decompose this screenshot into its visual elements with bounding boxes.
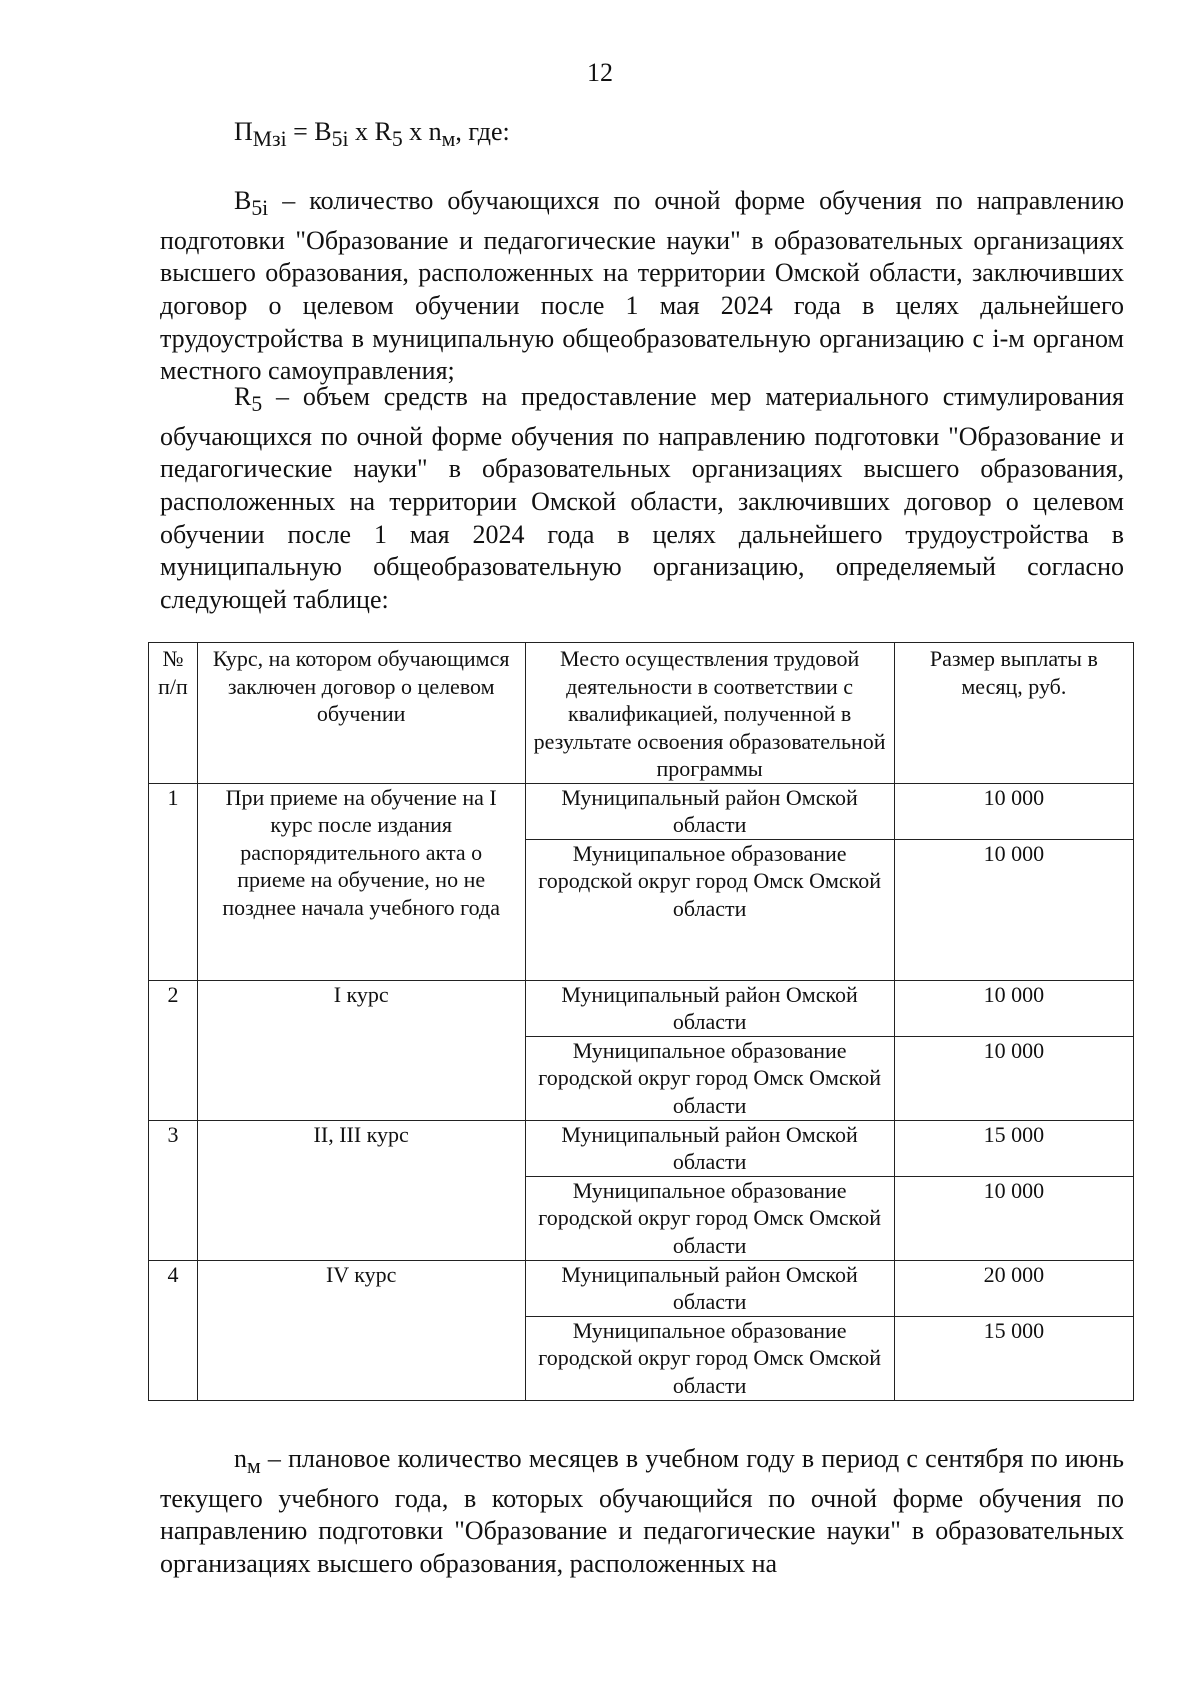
b5-symbol: B	[234, 186, 252, 215]
paragraph-r5-definition	[160, 381, 1124, 616]
formula-b: B	[314, 117, 332, 146]
table-header-row	[149, 643, 1134, 784]
nm-text: – плановое количество месяцев в учебном году в период с сентября по июнь текущего учебного года, в которых обучающийся по очной форме обучения по направлению подготовки "Образование и педагогические науки" в образовательных организациях высшего образования, расположенных на	[160, 1444, 1124, 1578]
row-place: Муниципальный район Омской области	[525, 783, 894, 839]
paragraph-b5-definition	[160, 185, 1124, 388]
formula-n-sub: м	[441, 127, 456, 152]
header-course: Курс, на котором обучающимся заключен договор о целевом обучении	[197, 643, 525, 784]
table-row	[149, 783, 1134, 839]
row-payment: 10 000	[894, 980, 1133, 1036]
row-course: II, III курс	[197, 1120, 525, 1260]
row-place: Муниципальный район Омской области	[525, 980, 894, 1036]
row-num: 2	[149, 980, 198, 1120]
formula	[234, 117, 510, 152]
r5-symbol: R	[234, 382, 252, 411]
row-place: Муниципальное образование городской округ город Омск Омской области	[525, 839, 894, 980]
paragraph-nm-definition	[160, 1443, 1124, 1581]
row-payment: 10 000	[894, 783, 1133, 839]
row-num: 1	[149, 783, 198, 980]
nm-subscript: м	[247, 1454, 261, 1479]
table-row	[149, 1260, 1134, 1316]
formula-r-sub: 5	[391, 127, 403, 152]
r5-text: – объем средств на предоставление мер материального стимулирования обучающихся по очной форме обучения по направлению подготовки "Образование и педагогические науки" в образовательных организациях высшего образования, расположенных на территории Омской области, заключивших договор о целевом обучении после 1 мая 2024 года в целях дальнейшего трудоустройства в муниципальную общеобразовательную организацию, определяемый согласно следующей таблице:	[160, 382, 1124, 614]
row-course: IV курс	[197, 1260, 525, 1400]
b5-text: – количество обучающихся по очной форме обучения по направлению подготовки "Образование и педагогические науки" в образовательных организациях высшего образования, расположенных на территории Омской области, заключивших договор о целевом обучении после 1 мая 2024 года в целях дальнейшего трудоустройства в муниципальную общеобразовательную организацию с i-м органом местного самоуправления;	[160, 186, 1124, 386]
formula-p-sub: Мзi	[252, 127, 287, 152]
header-payment: Размер выплаты в месяц, руб.	[894, 643, 1133, 784]
row-place: Муниципальный район Омской области	[525, 1260, 894, 1316]
formula-eq: =	[286, 117, 315, 146]
header-place: Место осуществления трудовой деятельности в соответствии с квалификацией, полученной в результате освоения образовательной программы	[525, 643, 894, 784]
formula-x2: x	[402, 117, 429, 146]
formula-p: П	[234, 117, 253, 146]
page-number: 12	[587, 58, 613, 87]
row-payment: 20 000	[894, 1260, 1133, 1316]
table-row	[149, 980, 1134, 1036]
formula-r: R	[374, 117, 392, 146]
row-payment: 10 000	[894, 1176, 1133, 1260]
row-payment: 15 000	[894, 1316, 1133, 1400]
row-place: Муниципальное образование городской округ город Омск Омской области	[525, 1036, 894, 1120]
row-place: Муниципальное образование городской округ город Омск Омской области	[525, 1176, 894, 1260]
r5-subscript: 5	[251, 392, 263, 417]
header-num: № п/п	[149, 643, 198, 784]
row-payment: 10 000	[894, 839, 1133, 980]
formula-b-sub: 5i	[331, 127, 349, 152]
row-course: I курс	[197, 980, 525, 1120]
formula-x1: x	[348, 117, 375, 146]
row-num: 3	[149, 1120, 198, 1260]
payment-table	[148, 642, 1134, 1401]
row-course: При приеме на обучение на I курс после издания распорядительного акта о приеме на обучение, но не позднее начала учебного года	[197, 783, 525, 980]
row-place: Муниципальный район Омской области	[525, 1120, 894, 1176]
b5-subscript: 5i	[251, 196, 269, 221]
table-row	[149, 1120, 1134, 1176]
row-payment: 10 000	[894, 1036, 1133, 1120]
formula-tail: , где:	[455, 117, 510, 146]
row-place: Муниципальное образование городской округ город Омск Омской области	[525, 1316, 894, 1400]
formula-n: n	[428, 117, 442, 146]
row-num: 4	[149, 1260, 198, 1400]
nm-symbol: n	[234, 1444, 247, 1473]
row-payment: 15 000	[894, 1120, 1133, 1176]
